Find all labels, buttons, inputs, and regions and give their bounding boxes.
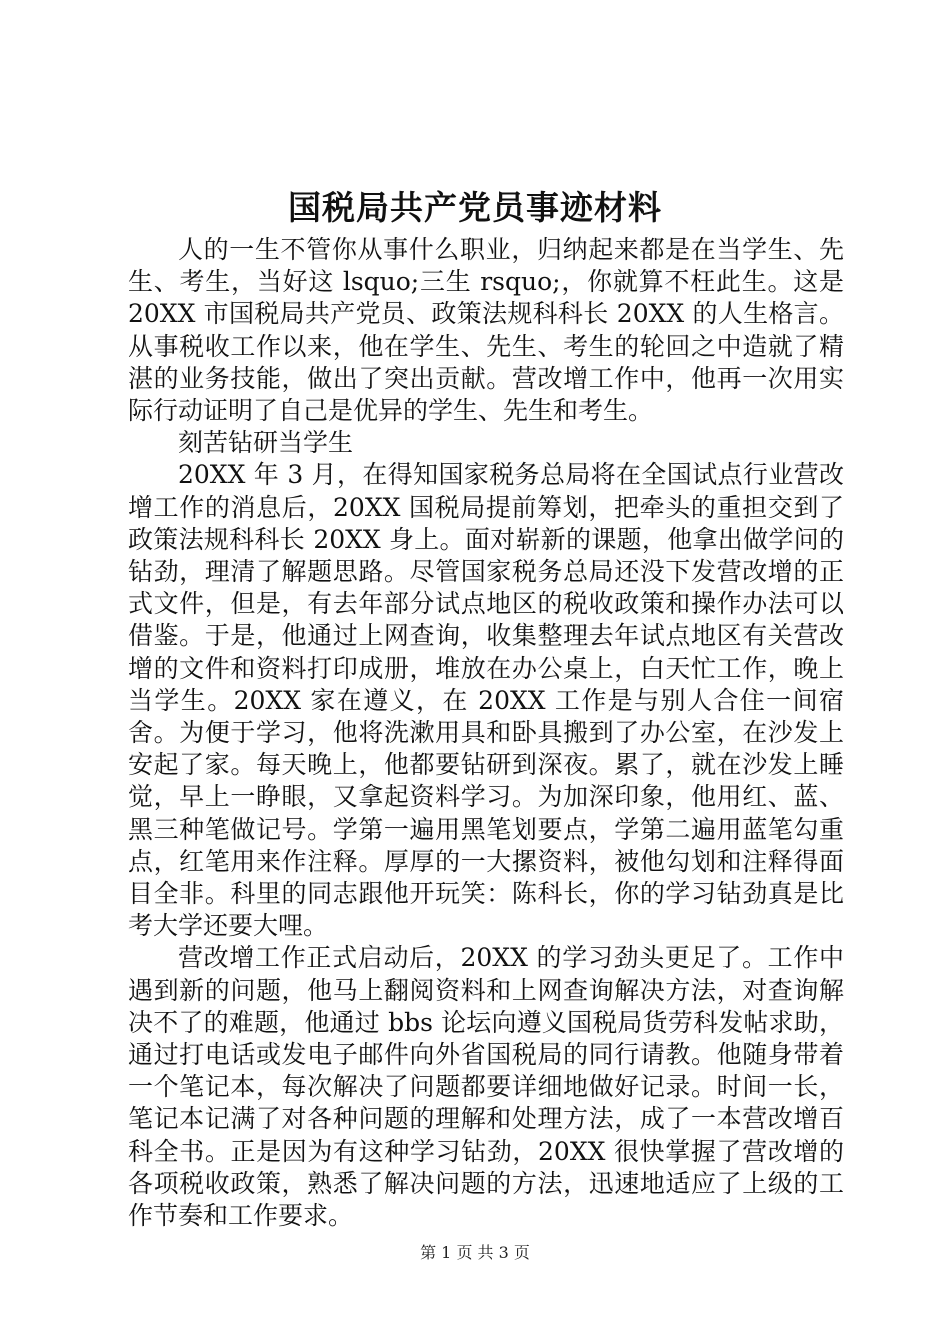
document-title: 国税局共产党员事迹材料 [288,188,662,227]
paragraph-study: 20XX 年 3 月，在得知国家税务总局将在全国试点行业营改增工作的消息后，20XX 国税局提前筹划，把牵头的重担交到了政策法规科科长 20XX 身上。面对崭新的课题，他拿出做学问的钻劲，理清了解题思路。尽管国家税务总局还没下发营改增的正式文件，但是，有去年部分试点地区的税收政策和操作办法可以借鉴。于是，他通过上网查询，收集整理去年试点地区有关营改增的文件和资料打印成册，堆放在办公桌上，白天忙工作，晚上当学生。20XX 家在遵义，在 20XX 工作是与别人合住一间宿舍。为便于学习，他将洗漱用具和卧具搬到了办公室，在沙发上安起了家。每天晚上，他都要钻研到深夜。累了，就在沙发上睡觉，早上一睁眼，又拿起资料学习。为加深印象，他用红、蓝、黑三种笔做记号。学第一遍用黑笔划要点，学第二遍用蓝笔勾重点，红笔用来作注释。厚厚的一大摞资料，被他勾划和注释得面目全非。科里的同志跟他开玩笑：陈科长，你的学习钻劲真是比考大学还要大哩。 [128,460,844,941]
section-heading: 刻苦钻研当学生 [178,428,354,458]
document-body [128,234,844,1232]
paragraph-intro: 人的一生不管你从事什么职业，归纳起来都是在当学生、先生、考生，当好这 lsquo;三生 rsquo;，你就算不枉此生。这是 20XX 市国税局共产党员、政策法规科科长 20XX 的人生格言。从事税收工作以来，他在学生、先生、考生的轮回之中造就了精湛的业务技能，做出了突出贡献。营改增工作中，他再一次用实际行动证明了自己是优异的学生、先生和考生。 [128,235,844,426]
page-footer: 第 1 页 共 3 页 [420,1243,530,1262]
paragraph-launch: 营改增工作正式启动后，20XX 的学习劲头更足了。工作中遇到新的问题，他马上翻阅资料和上网查询解决方法，对查询解决不了的难题，他通过 bbs 论坛向遵义国税局货劳科发帖求助，通过打电话或发电子邮件向外省国税局的同行请教。他随身带着一个笔记本，每次解决了问题都要详细地做好记录。时间一长，笔记本记满了对各种问题的理解和处理方法，成了一本营改增百科全书。正是因为有这种学习钻劲，20XX 很快掌握了营改增的各项税收政策，熟悉了解决问题的方法，迅速地适应了上级的工作节奏和工作要求。 [128,943,844,1231]
